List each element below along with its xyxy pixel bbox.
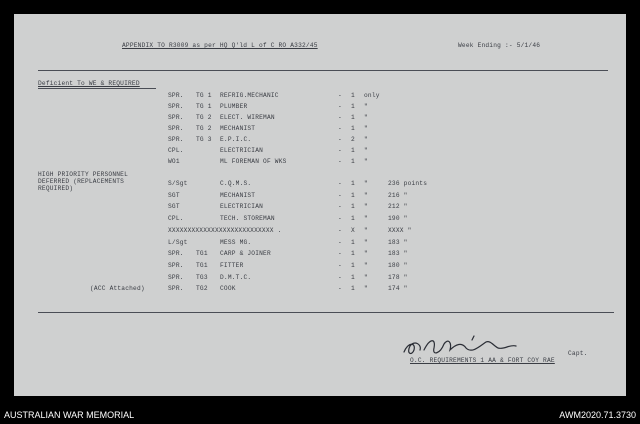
row-trade: REFRIG.MECHANIC xyxy=(220,92,279,99)
row-rank: SPR. xyxy=(168,273,184,281)
signature-rank: Capt. xyxy=(568,350,588,357)
row-rank: SPR. xyxy=(168,261,184,269)
document-page xyxy=(14,14,626,396)
row-trade: ML FOREMAN OF WKS xyxy=(220,158,287,165)
row-suffix: " xyxy=(364,285,368,293)
row-quantity: 1 xyxy=(351,273,355,281)
row-trade-group: TG1 xyxy=(196,261,208,269)
row-points: 190 " xyxy=(388,215,408,223)
row-suffix: " xyxy=(364,136,368,143)
row-trade: TECH. STOREMAN xyxy=(220,215,275,223)
row-rank: XXXXXXXXXXXXXXXXXXXXXXXXXXX . xyxy=(168,226,282,234)
row-points: 236 points xyxy=(388,180,428,187)
caption-right: AWM2020.71.3730 xyxy=(559,410,636,420)
row-quantity: 1 xyxy=(351,158,355,165)
row-dash: - xyxy=(338,136,342,143)
row-rank: CPL. xyxy=(168,147,184,154)
row-trade: D.M.T.C. xyxy=(220,273,252,281)
row-trade: MESS MG. xyxy=(220,238,252,246)
row-dash: - xyxy=(338,103,342,110)
row-suffix: " xyxy=(364,261,368,269)
row-points: 178 " xyxy=(388,273,408,281)
row-dash: - xyxy=(338,125,342,132)
row-quantity: 1 xyxy=(351,125,355,132)
row-quantity: 1 xyxy=(351,215,355,223)
row-dash: - xyxy=(338,273,342,281)
row-dash: - xyxy=(338,191,342,199)
document-heading: APPENDIX TO R3009 as per HQ Q'ld L of C RO A332/45 xyxy=(122,42,318,49)
row-rank: SPR. xyxy=(168,114,184,121)
section-priority-label-2: DEFERRED (REPLACEMENTS xyxy=(38,178,125,185)
row-suffix: " xyxy=(364,103,368,110)
row-dash: - xyxy=(338,114,342,121)
row-trade: PLUMBER xyxy=(220,103,248,110)
row-suffix: " xyxy=(364,273,368,281)
row-trade-group: TG1 xyxy=(196,250,208,258)
section-underline xyxy=(38,88,156,89)
row-trade: FITTER xyxy=(220,261,244,269)
row-points: 174 " xyxy=(388,285,408,293)
row-points: XXXX " xyxy=(388,226,412,234)
section-priority-label-3: REQUIRED) xyxy=(38,185,74,192)
row-dash: - xyxy=(338,203,342,211)
row-dash: - xyxy=(338,226,342,234)
row-suffix: " xyxy=(364,203,368,211)
row-dash: - xyxy=(338,261,342,269)
row-dash: - xyxy=(338,92,342,99)
row-quantity: 1 xyxy=(351,261,355,269)
row-quantity: 1 xyxy=(351,103,355,110)
row-quantity: 1 xyxy=(351,203,355,211)
row-rank: S/Sgt xyxy=(168,180,188,187)
row-dash: - xyxy=(338,158,342,165)
row-quantity: 1 xyxy=(351,238,355,246)
row-dash: - xyxy=(338,238,342,246)
row-trade: ELECTRICIAN xyxy=(220,203,264,211)
row-points: 183 " xyxy=(388,250,408,258)
row-rank: SGT xyxy=(168,203,180,211)
row-dash: - xyxy=(338,215,342,223)
row-quantity: 1 xyxy=(351,180,355,187)
row-rank: SPR. xyxy=(168,125,184,132)
row-trade-group: TG2 xyxy=(196,285,208,293)
row-trade: MECHANIST xyxy=(220,191,256,199)
row-points: 216 " xyxy=(388,191,408,199)
row-trade: MECHANIST xyxy=(220,125,256,132)
row-rank: SPR. xyxy=(168,250,184,258)
row-quantity: 1 xyxy=(351,285,355,293)
row-trade: E.P.I.C. xyxy=(220,136,252,143)
row-points: 212 " xyxy=(388,203,408,211)
signature-title: O.C. REQUIREMENTS 1 AA & FORT COY RAE xyxy=(410,357,555,364)
row-suffix: " xyxy=(364,125,368,132)
row-trade-group: TG3 xyxy=(196,273,208,281)
week-ending: Week Ending :- 5/1/46 xyxy=(458,42,541,49)
row-quantity: 1 xyxy=(351,147,355,154)
section-deficient-label: Deficient To WE & REQUIRED xyxy=(38,80,140,87)
row-points: 183 " xyxy=(388,238,408,246)
row-points: 180 " xyxy=(388,261,408,269)
row-trade-group: TG 1 xyxy=(196,103,212,110)
row-quantity: 1 xyxy=(351,250,355,258)
row-trade: CARP & JOINER xyxy=(220,250,271,258)
row-quantity: 1 xyxy=(351,92,355,99)
row-trade: COOK xyxy=(220,285,236,293)
row-suffix: only xyxy=(364,92,380,99)
section-priority-label-1: HIGH PRIORITY PERSONNEL xyxy=(38,171,129,178)
row-rank: SPR. xyxy=(168,285,184,293)
row-rank: SPR. xyxy=(168,103,184,110)
top-rule xyxy=(38,70,608,71)
row-suffix: " xyxy=(364,215,368,223)
row-trade-group: TG 2 xyxy=(196,114,212,121)
row-rank: SGT xyxy=(168,191,180,199)
row-suffix: " xyxy=(364,158,368,165)
row-suffix: " xyxy=(364,226,368,234)
row-rank: L/Sgt xyxy=(168,238,188,246)
row-rank: SPR. xyxy=(168,136,184,143)
row-suffix: " xyxy=(364,114,368,121)
row-trade: C.Q.M.S. xyxy=(220,180,252,187)
row-trade-group: TG 3 xyxy=(196,136,212,143)
row-suffix: " xyxy=(364,238,368,246)
row-suffix: " xyxy=(364,180,368,187)
bottom-rule xyxy=(38,312,614,313)
row-rank: WO1 xyxy=(168,158,180,165)
row-suffix: " xyxy=(364,191,368,199)
row-trade-group: TG 1 xyxy=(196,92,212,99)
row-dash: - xyxy=(338,180,342,187)
row-quantity: 2 xyxy=(351,136,355,143)
row-suffix: " xyxy=(364,147,368,154)
row-quantity: 1 xyxy=(351,191,355,199)
handwritten-signature xyxy=(400,332,550,360)
row-trade: ELECTRICIAN xyxy=(220,147,264,154)
acc-attached-note: (ACC Attached) xyxy=(90,285,145,292)
row-rank: SPR. xyxy=(168,92,184,99)
row-suffix: " xyxy=(364,250,368,258)
row-dash: - xyxy=(338,250,342,258)
caption-left: AUSTRALIAN WAR MEMORIAL xyxy=(4,410,135,420)
row-dash: - xyxy=(338,147,342,154)
row-quantity: X xyxy=(351,226,355,234)
row-dash: - xyxy=(338,285,342,293)
row-trade: ELECT. WIREMAN xyxy=(220,114,275,121)
row-rank: CPL. xyxy=(168,215,184,223)
row-quantity: 1 xyxy=(351,114,355,121)
row-trade-group: TG 2 xyxy=(196,125,212,132)
